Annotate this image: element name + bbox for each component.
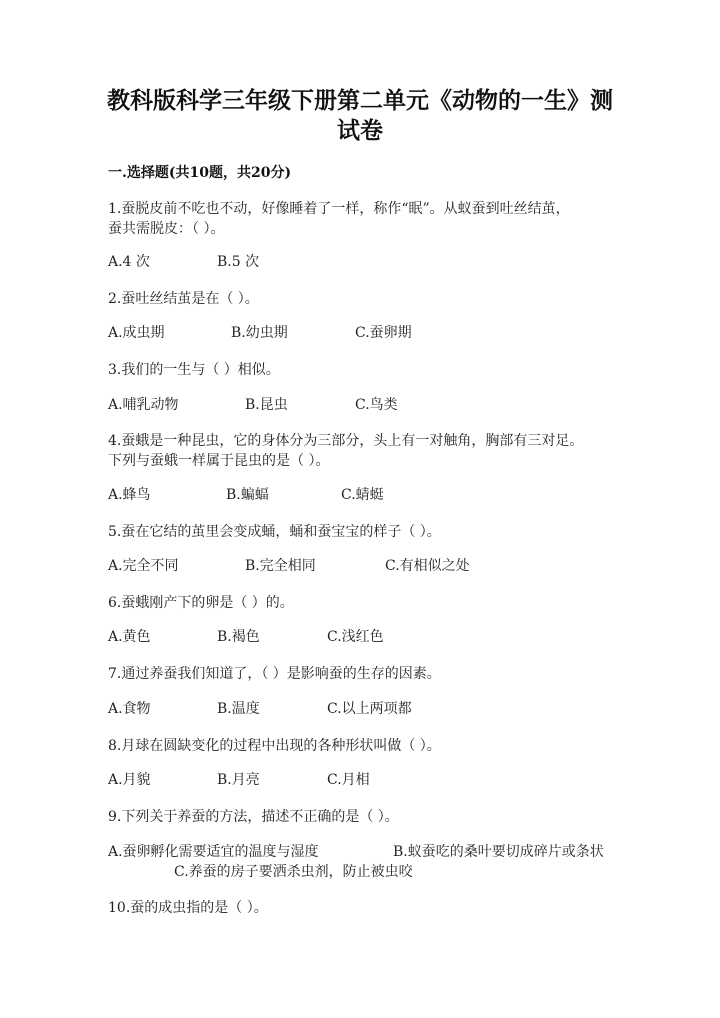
question-6-option-c: C.浅红色	[327, 629, 384, 645]
question-1-option-b: B.5 次	[217, 254, 260, 270]
question-5-option-c: C.有相似之处	[385, 558, 470, 574]
question-2-option-c: C.蚕卵期	[355, 325, 412, 341]
question-8-option-c: C.月相	[327, 772, 370, 788]
section-heading: 一.选择题(共10题，共20分)	[108, 165, 292, 181]
question-6-option-a: A.黄色	[108, 629, 151, 645]
question-9-option-a: A.蚕卵孵化需要适宜的温度与湿度	[108, 844, 319, 860]
question-7-text: 7.通过养蚕我们知道了，（ ）是影响蚕的生存的因素。	[108, 666, 441, 682]
question-4-text-line-1: 4.蚕蛾是一种昆虫，它的身体分为三部分，头上有一对触角，胸部有三对足。	[108, 433, 584, 449]
question-4-text-line-2: 下列与蚕蛾一样属于昆虫的是（ ）。	[108, 453, 330, 469]
question-3-text: 3.我们的一生与（ ）相似。	[108, 362, 280, 378]
question-8-option-a: A.月貌	[108, 772, 151, 788]
question-6-option-b: B.褐色	[217, 629, 260, 645]
question-2-option-a: A.成虫期	[108, 325, 165, 341]
question-8-text: 8.月球在圆缺变化的过程中出现的各种形状叫做（ ）。	[108, 738, 441, 754]
question-6-text: 6.蚕蛾刚产下的卵是（ ）的。	[108, 595, 294, 611]
question-1-text-line-2: 蚕共需脱皮：（ ）。	[108, 221, 225, 237]
question-5-text: 5.蚕在它结的茧里会变成蛹，蛹和蚕宝宝的样子（ ）。	[108, 524, 441, 540]
question-3-option-c: C.鸟类	[355, 397, 398, 413]
question-9-text: 9.下列关于养蚕的方法，描述不正确的是（ ）。	[108, 809, 399, 825]
question-2-option-b: B.幼虫期	[231, 325, 288, 341]
question-2-text: 2.蚕吐丝结茧是在（ ）。	[108, 291, 259, 307]
exam-title-line-1: 教科版科学三年级下册第二单元《动物的一生》测	[107, 87, 613, 114]
question-5-option-b: B.完全相同	[245, 558, 316, 574]
question-10-text: 10.蚕的成虫指的是（ ）。	[108, 900, 268, 916]
question-3-option-b: B.昆虫	[245, 397, 288, 413]
question-7-option-b: B.温度	[217, 701, 260, 717]
question-9-option-b: B.蚁蚕吃的桑叶要切成碎片或条状	[393, 844, 604, 860]
exam-title-line-2: 试卷	[337, 117, 383, 144]
question-9-option-c: C.养蚕的房子要洒杀虫剂，防止被虫咬	[174, 864, 413, 880]
question-8-option-b: B.月亮	[217, 772, 260, 788]
question-3-option-a: A.哺乳动物	[108, 397, 179, 413]
question-1-text-line-1: 1.蚕脱皮前不吃也不动，好像睡着了一样，称作“眠”。从蚁蚕到吐丝结茧，	[108, 201, 570, 217]
question-5-option-a: A.完全不同	[108, 558, 179, 574]
question-1-option-a: A.4 次	[108, 254, 150, 270]
question-7-option-c: C.以上两项都	[327, 701, 412, 717]
question-4-option-a: A.蜂鸟	[108, 487, 151, 503]
question-7-option-a: A.食物	[108, 701, 151, 717]
question-4-option-c: C.蜻蜓	[341, 487, 384, 503]
question-4-option-b: B.蝙蝠	[226, 487, 269, 503]
